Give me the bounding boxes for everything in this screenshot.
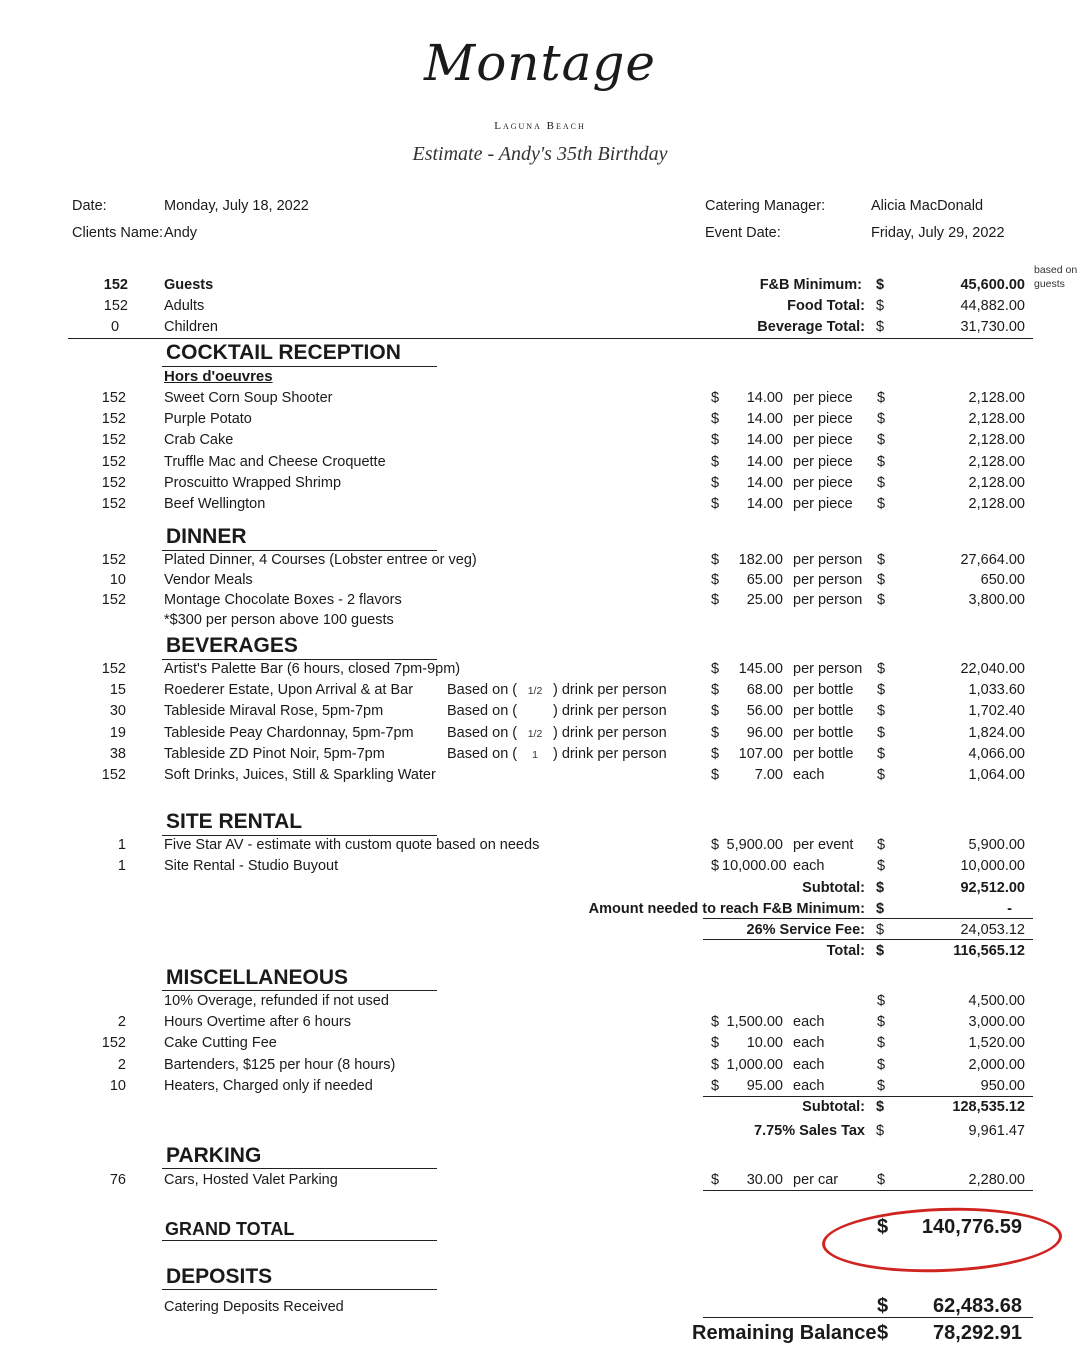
subtotal2-currency: $ xyxy=(876,1099,885,1115)
section-dinner: DINNER xyxy=(166,525,247,548)
sales-tax-currency: $ xyxy=(876,1123,885,1139)
item-unit: per person xyxy=(793,552,863,568)
item-qty: 152 xyxy=(101,592,126,608)
service-fee-label: 26% Service Fee: xyxy=(746,922,865,938)
item-price: 14.00 xyxy=(746,453,783,470)
subsection-hors-doeuvres: Hors d'oeuvres xyxy=(164,368,273,385)
item-total: 4,066.00 xyxy=(968,745,1025,762)
item-tcur: $ xyxy=(877,745,886,762)
item-name: Tableside Miraval Rose, 5pm-7pm xyxy=(164,703,384,720)
item-tcur: $ xyxy=(877,767,886,783)
item-tcur: $ xyxy=(877,1056,886,1073)
section-underline xyxy=(162,1168,437,1169)
parking-price: 30.00 xyxy=(746,1172,783,1188)
item-name: Site Rental - Studio Buyout xyxy=(164,858,339,874)
item-qty: 1 xyxy=(117,858,126,874)
divider xyxy=(703,1190,1033,1191)
item-total: 5,900.00 xyxy=(968,837,1025,853)
item-price: 1,000.00 xyxy=(726,1056,783,1073)
deposits-label: Catering Deposits Received xyxy=(164,1299,344,1315)
section-underline xyxy=(162,835,437,836)
manager-value: Alicia MacDonald xyxy=(871,198,984,214)
item-price: 14.00 xyxy=(746,411,783,428)
fb-min-amount: 45,600.00 xyxy=(960,277,1025,293)
item-tcur: $ xyxy=(877,837,886,853)
item-amt: 1/2 xyxy=(527,685,543,698)
divider xyxy=(703,1096,1033,1097)
item-cur: $ xyxy=(711,572,720,588)
item-tcur: $ xyxy=(877,552,886,568)
item-name: Artist's Palette Bar (6 hours, closed 7pm-9pm) xyxy=(164,661,461,677)
item-price: 1,500.00 xyxy=(726,1014,783,1031)
item-cur: $ xyxy=(711,682,720,699)
parking-total-currency: $ xyxy=(877,1172,886,1188)
item-after: ) drink per person xyxy=(553,745,667,762)
item-total: 2,128.00 xyxy=(968,411,1025,428)
item-tcur: $ xyxy=(877,411,886,428)
item-qty: 152 xyxy=(101,474,126,491)
item-unit: per person xyxy=(793,592,863,608)
item-qty: 152 xyxy=(101,411,126,428)
parking-unit: per car xyxy=(793,1172,839,1188)
food-total-label: Food Total: xyxy=(787,298,865,314)
item-price: 68.00 xyxy=(746,682,783,699)
item-qty: 15 xyxy=(109,682,126,699)
item-total: 22,040.00 xyxy=(960,661,1025,677)
fb-gap-currency: $ xyxy=(876,901,885,917)
service-fee-currency: $ xyxy=(876,922,885,938)
item-unit: per bottle xyxy=(793,724,854,741)
section-parking: PARKING xyxy=(166,1144,262,1167)
item-cur: $ xyxy=(711,496,720,512)
divider xyxy=(68,338,1033,339)
date-value: Monday, July 18, 2022 xyxy=(164,198,309,214)
minimum-note: based on guests xyxy=(1034,264,1078,290)
item-total: 1,702.40 xyxy=(968,703,1025,720)
item-name: Vendor Meals xyxy=(164,572,253,588)
item-qty: 152 xyxy=(101,1035,126,1052)
subtotal2-amount: 128,535.12 xyxy=(952,1099,1025,1115)
item-name: Tableside Peay Chardonnay, 5pm-7pm xyxy=(164,724,414,741)
item-tcur: $ xyxy=(877,453,886,470)
item-unit: per event xyxy=(793,837,854,853)
section-cocktail-reception: COCKTAIL RECEPTION xyxy=(166,341,401,364)
item-cur: $ xyxy=(711,1056,720,1073)
item-unit: per piece xyxy=(793,411,853,428)
food-total-currency: $ xyxy=(876,298,885,314)
event-date-label: Event Date: xyxy=(705,225,781,241)
item-qty: 152 xyxy=(101,453,126,470)
item-name: Heaters, Charged only if needed xyxy=(164,1077,373,1094)
item-name: 10% Overage, refunded if not used xyxy=(164,993,389,1009)
section-underline xyxy=(162,1240,437,1241)
item-unit: per piece xyxy=(793,390,853,406)
item-after: ) drink per person xyxy=(553,703,667,720)
item-unit: per piece xyxy=(793,432,853,449)
item-price: 14.00 xyxy=(746,496,783,512)
item-price: 14.00 xyxy=(746,432,783,449)
item-price: 145.00 xyxy=(738,661,783,677)
event-date-value: Friday, July 29, 2022 xyxy=(871,225,1005,241)
montage-logo: Montage xyxy=(424,34,656,92)
item-name: Hours Overtime after 6 hours xyxy=(164,1014,351,1031)
item-cur: $ xyxy=(711,661,720,677)
item-unit: each xyxy=(793,858,825,874)
section-underline xyxy=(162,990,437,991)
item-unit: per piece xyxy=(793,474,853,491)
item-unit: each xyxy=(793,1056,825,1073)
item-tcur: $ xyxy=(877,474,886,491)
item-tcur: $ xyxy=(877,703,886,720)
item-price: 182.00 xyxy=(738,552,783,568)
item-total: 27,664.00 xyxy=(960,552,1025,568)
item-tcur: $ xyxy=(877,724,886,741)
item-cur: $ xyxy=(711,703,720,720)
item-qty: 152 xyxy=(101,661,126,677)
item-qty: 152 xyxy=(101,552,126,568)
item-tcur: $ xyxy=(877,592,886,608)
item-unit: each xyxy=(793,1035,825,1052)
grand-total-amount: 140,776.59 xyxy=(921,1216,1022,1238)
item-price: 14.00 xyxy=(746,474,783,491)
item-cur: $ xyxy=(711,453,720,470)
item-tcur: $ xyxy=(877,993,886,1009)
client-value: Andy xyxy=(164,225,198,241)
remaining-balance-currency: $ xyxy=(877,1322,889,1344)
subtotal-label: Subtotal: xyxy=(802,880,865,896)
section-underline xyxy=(162,550,437,551)
beverage-total-currency: $ xyxy=(876,319,885,335)
deposits-currency: $ xyxy=(877,1295,889,1317)
item-total: 2,128.00 xyxy=(968,432,1025,449)
item-qty: 10 xyxy=(109,572,126,588)
item-qty: 152 xyxy=(101,390,126,406)
total-amount: 116,565.12 xyxy=(953,943,1025,959)
item-qty: 30 xyxy=(109,703,126,720)
section-deposits: DEPOSITS xyxy=(166,1265,273,1288)
divider xyxy=(703,939,1033,940)
remaining-balance-amount: 78,292.91 xyxy=(933,1322,1022,1344)
subtotal2-label: Subtotal: xyxy=(802,1099,865,1115)
item-amt: 1 xyxy=(532,748,538,761)
item-name: Soft Drinks, Juices, Still & Sparkling Water xyxy=(164,767,436,783)
item-unit: per person xyxy=(793,572,863,588)
item-price: 65.00 xyxy=(746,572,783,588)
item-cur: $ xyxy=(711,1014,720,1031)
section-underline xyxy=(162,659,437,660)
item-total: 1,064.00 xyxy=(968,767,1025,783)
item-basis: Based on ( xyxy=(447,745,518,762)
item-after: ) drink per person xyxy=(553,724,667,741)
parking-price-currency: $ xyxy=(711,1172,720,1188)
item-total: 1,033.60 xyxy=(968,682,1025,699)
item-unit: per piece xyxy=(793,453,853,470)
item-cur: $ xyxy=(711,432,720,449)
item-qty: 38 xyxy=(109,745,126,762)
item-name: Roederer Estate, Upon Arrival & at Bar xyxy=(164,682,414,699)
item-total: 10,000.00 xyxy=(960,858,1025,874)
red-highlight-circle xyxy=(821,1204,1063,1276)
item-cur: $ xyxy=(711,724,720,741)
item-total: 1,520.00 xyxy=(968,1035,1025,1052)
fb-gap-amount: - xyxy=(1007,901,1012,917)
item-cur: $ xyxy=(711,411,720,428)
item-price: 56.00 xyxy=(746,703,783,720)
item-amt: 1/2 xyxy=(527,727,543,740)
item-name: Montage Chocolate Boxes - 2 flavors xyxy=(164,592,402,608)
fb-gap-label: Amount needed to reach F&B Minimum: xyxy=(588,901,865,917)
item-cur: $ xyxy=(711,837,720,853)
item-total: 3,800.00 xyxy=(968,592,1025,608)
subtotal-currency: $ xyxy=(876,880,885,896)
item-cur: $ xyxy=(711,390,720,406)
item-price: 96.00 xyxy=(746,724,783,741)
item-name: Truffle Mac and Cheese Croquette xyxy=(164,453,386,470)
item-basis: Based on ( xyxy=(447,682,518,699)
beverage-total-amount: 31,730.00 xyxy=(960,319,1025,335)
item-name: Crab Cake xyxy=(164,432,234,449)
item-qty: 152 xyxy=(101,496,126,512)
item-price: 5,900.00 xyxy=(726,837,783,853)
item-cur: $ xyxy=(711,592,720,608)
item-tcur: $ xyxy=(877,858,886,874)
item-price: 95.00 xyxy=(746,1077,783,1094)
section-beverages: BEVERAGES xyxy=(166,634,298,657)
item-name: Five Star AV - estimate with custom quote based on needs xyxy=(164,837,540,853)
total-currency: $ xyxy=(876,943,885,959)
client-label: Clients Name: xyxy=(72,225,164,241)
manager-label: Catering Manager: xyxy=(705,198,826,214)
subtotal-amount: 92,512.00 xyxy=(960,880,1025,896)
item-price: 10,000.00 xyxy=(722,858,787,874)
item-unit: per bottle xyxy=(793,682,854,699)
parking-qty: 76 xyxy=(109,1172,126,1188)
section-miscellaneous: MISCELLANEOUS xyxy=(166,966,349,989)
adults-qty: 152 xyxy=(103,298,128,314)
item-qty: 19 xyxy=(109,724,126,741)
item-name: Beef Wellington xyxy=(164,496,266,512)
item-name: Sweet Corn Soup Shooter xyxy=(164,390,333,406)
total-label: Total: xyxy=(826,943,865,959)
sales-tax-amount: 9,961.47 xyxy=(968,1123,1025,1139)
item-total: 2,128.00 xyxy=(968,453,1025,470)
section-underline xyxy=(162,366,437,367)
sales-tax-label: 7.75% Sales Tax xyxy=(754,1123,865,1139)
item-basis: Based on ( xyxy=(447,724,518,741)
item-unit: per piece xyxy=(793,496,853,512)
dinner-note: *$300 per person above 100 guests xyxy=(164,612,394,628)
item-cur: $ xyxy=(711,745,720,762)
item-tcur: $ xyxy=(877,496,886,512)
item-qty: 2 xyxy=(117,1056,126,1073)
fb-min-currency: $ xyxy=(876,277,885,293)
item-total: 1,824.00 xyxy=(968,724,1025,741)
guests-label: Guests xyxy=(164,277,214,293)
parking-total: 2,280.00 xyxy=(968,1172,1025,1188)
item-price: 25.00 xyxy=(746,592,783,608)
item-tcur: $ xyxy=(877,572,886,588)
item-basis: Based on ( xyxy=(447,703,518,720)
item-total: 2,000.00 xyxy=(968,1056,1025,1073)
fb-min-label: F&B Minimum: xyxy=(759,277,862,293)
item-cur: $ xyxy=(711,1077,720,1094)
document-title: Estimate - Andy's 35th Birthday xyxy=(412,143,668,165)
date-label: Date: xyxy=(72,198,107,214)
item-cur: $ xyxy=(711,858,720,874)
item-price: 14.00 xyxy=(746,390,783,406)
item-tcur: $ xyxy=(877,390,886,406)
remaining-balance-label: Remaining Balance xyxy=(692,1322,877,1344)
item-name: Bartenders, $125 per hour (8 hours) xyxy=(164,1056,396,1073)
children-label: Children xyxy=(164,319,218,335)
parking-name: Cars, Hosted Valet Parking xyxy=(164,1172,338,1188)
item-unit: each xyxy=(793,1014,825,1031)
item-total: 2,128.00 xyxy=(968,496,1025,512)
item-tcur: $ xyxy=(877,661,886,677)
item-name: Plated Dinner, 4 Courses (Lobster entree or veg) xyxy=(164,552,477,568)
item-unit: each xyxy=(793,767,825,783)
item-after: ) drink per person xyxy=(553,682,667,699)
item-tcur: $ xyxy=(877,1035,886,1052)
item-total: 2,128.00 xyxy=(968,390,1025,406)
item-cur: $ xyxy=(711,552,720,568)
item-qty: 2 xyxy=(117,1014,126,1031)
item-cur: $ xyxy=(711,474,720,491)
item-name: Tableside ZD Pinot Noir, 5pm-7pm xyxy=(164,745,385,762)
item-qty: 1 xyxy=(117,837,126,853)
section-underline xyxy=(162,1289,437,1290)
divider xyxy=(703,918,1033,919)
item-total: 950.00 xyxy=(980,1077,1025,1094)
divider xyxy=(703,1317,1033,1318)
item-unit: each xyxy=(793,1077,825,1094)
item-qty: 152 xyxy=(101,432,126,449)
beverage-total-label: Beverage Total: xyxy=(757,319,865,335)
item-name: Purple Potato xyxy=(164,411,252,428)
grand-total-currency: $ xyxy=(877,1216,889,1238)
service-fee-amount: 24,053.12 xyxy=(960,922,1025,938)
section-site-rental: SITE RENTAL xyxy=(166,810,303,833)
item-total: 650.00 xyxy=(980,572,1025,588)
item-tcur: $ xyxy=(877,1014,886,1031)
item-cur: $ xyxy=(711,767,720,783)
item-price: 7.00 xyxy=(754,767,783,783)
item-qty: 10 xyxy=(109,1077,126,1094)
item-total: 4,500.00 xyxy=(968,993,1025,1009)
item-total: 3,000.00 xyxy=(968,1014,1025,1031)
item-tcur: $ xyxy=(877,682,886,699)
food-total-amount: 44,882.00 xyxy=(960,298,1025,314)
item-cur: $ xyxy=(711,1035,720,1052)
item-unit: per person xyxy=(793,661,863,677)
item-price: 10.00 xyxy=(746,1035,783,1052)
item-total: 2,128.00 xyxy=(968,474,1025,491)
item-name: Cake Cutting Fee xyxy=(164,1035,277,1052)
item-price: 107.00 xyxy=(738,745,783,762)
item-unit: per bottle xyxy=(793,703,854,720)
logo-location: Laguna Beach xyxy=(494,120,586,132)
guests-qty: 152 xyxy=(103,277,128,293)
item-name: Proscuitto Wrapped Shrimp xyxy=(164,474,342,491)
item-qty: 152 xyxy=(101,767,126,783)
item-tcur: $ xyxy=(877,432,886,449)
grand-total-label: GRAND TOTAL xyxy=(165,1219,295,1239)
item-unit: per bottle xyxy=(793,745,854,762)
children-qty: 0 xyxy=(110,319,120,335)
item-tcur: $ xyxy=(877,1077,886,1094)
deposits-amount: 62,483.68 xyxy=(933,1295,1022,1317)
adults-label: Adults xyxy=(164,298,205,314)
